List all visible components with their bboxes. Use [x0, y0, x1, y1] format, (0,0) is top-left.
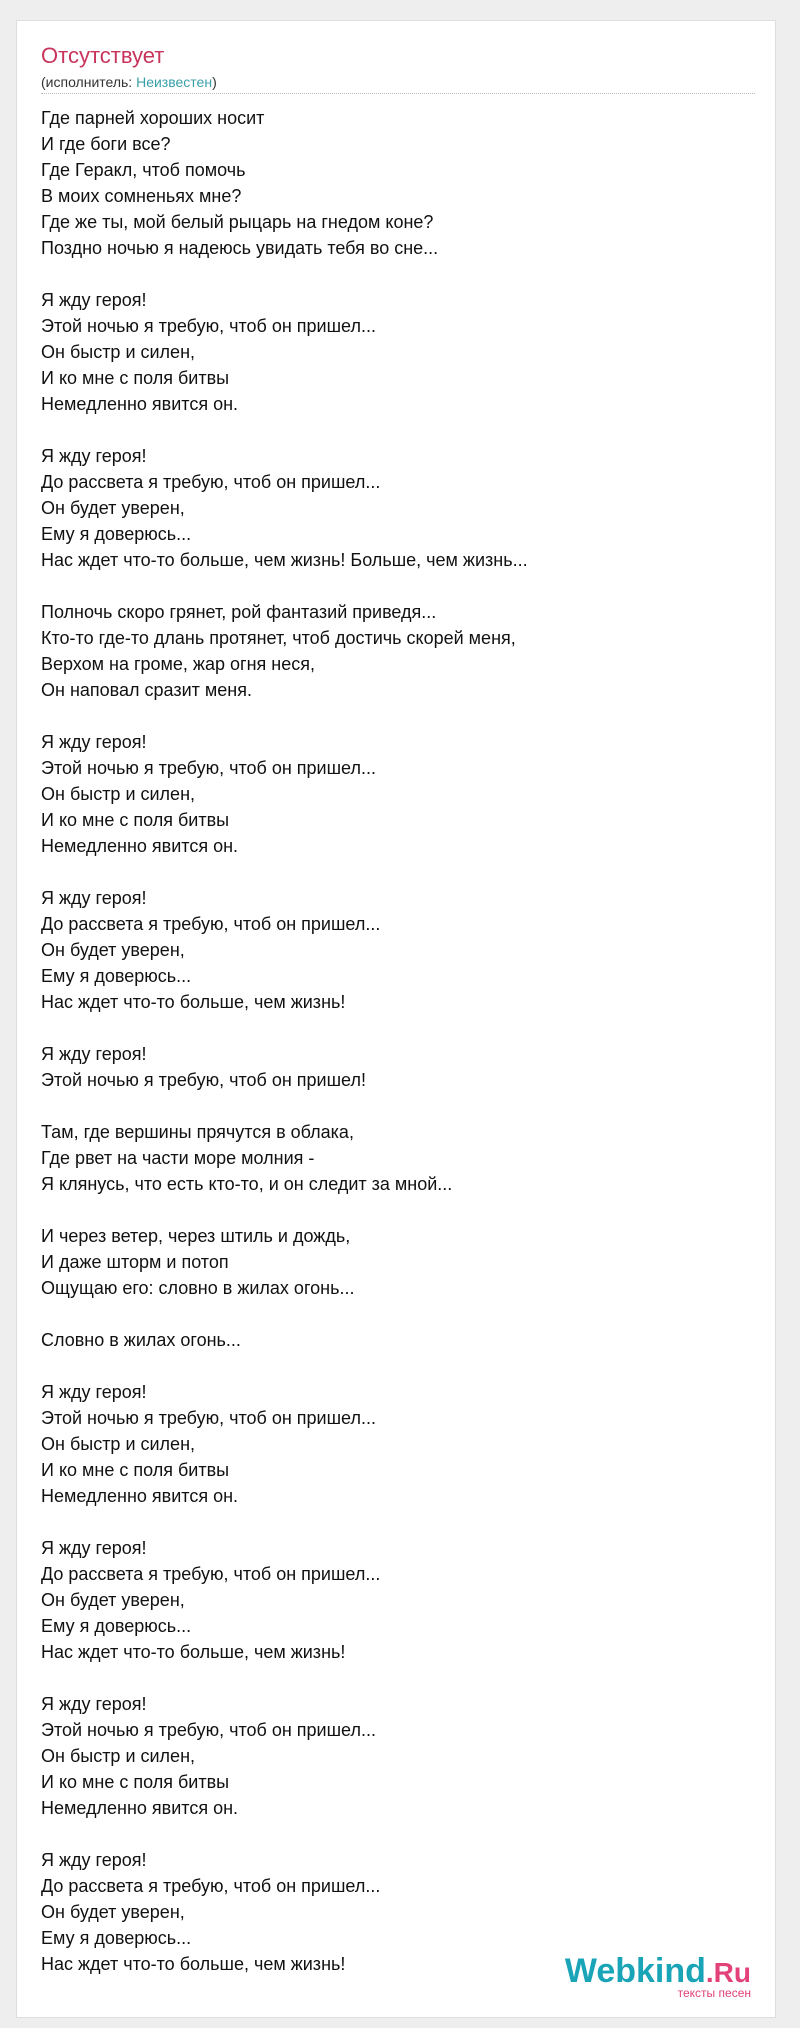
lyric-line: Нас ждет что-то больше, чем жизнь!: [41, 1642, 346, 1662]
lyric-line: Нас ждет что-то больше, чем жизнь!: [41, 992, 346, 1012]
lyric-line: До рассвета я требую, чтоб он пришел...: [41, 472, 381, 492]
lyric-line: Немедленно явится он.: [41, 836, 239, 856]
lyric-line: До рассвета я требую, чтоб он пришел...: [41, 1876, 381, 1896]
lyric-line: Ему я доверюсь...: [41, 1928, 192, 1948]
lyric-line: Этой ночью я требую, чтоб он пришел...: [41, 758, 376, 778]
stanza-break: [41, 1301, 741, 1327]
lyric-line: Где рвет на части море молния -: [41, 1148, 315, 1168]
lyric-line: И ко мне с поля битвы: [41, 1772, 230, 1792]
lyric-line: Я жду героя!: [41, 1044, 147, 1064]
lyric-line: Я жду героя!: [41, 1382, 147, 1402]
lyric-line: Немедленно явится он.: [41, 1486, 239, 1506]
stanza-break: [41, 1353, 741, 1379]
lyric-line: Он будет уверен,: [41, 1902, 185, 1922]
song-title: Отсутствует: [41, 43, 165, 68]
lyric-line: Нас ждет что-то больше, чем жизнь! Больше, чем жизнь...: [41, 550, 528, 570]
logo-tagline: тексты песен: [677, 1986, 751, 2000]
lyric-line: До рассвета я требую, чтоб он пришел...: [41, 1564, 381, 1584]
lyric-line: И где боги все?: [41, 134, 171, 154]
stanza-break: [41, 417, 741, 443]
title-divider: [41, 93, 755, 94]
lyric-line: Где парней хороших носит: [41, 108, 265, 128]
lyric-line: И через ветер, через штиль и дождь,: [41, 1226, 351, 1246]
stanza-break: [41, 1665, 741, 1691]
lyric-line: В моих сомненьях мне?: [41, 186, 242, 206]
lyric-line: Ему я доверюсь...: [41, 524, 192, 544]
artist-suffix: ): [212, 74, 217, 90]
logo-main-text: Webkind: [564, 1952, 706, 1990]
lyric-line: И даже шторм и потоп: [41, 1252, 229, 1272]
lyric-line: Он будет уверен,: [41, 940, 185, 960]
lyric-line: Я жду героя!: [41, 290, 147, 310]
lyric-line: Я жду героя!: [41, 1538, 147, 1558]
lyric-line: Я жду героя!: [41, 732, 147, 752]
artist-prefix: (исполнитель:: [41, 74, 137, 90]
lyric-line: Я жду героя!: [41, 446, 147, 466]
lyric-line: Этой ночью я требую, чтоб он пришел...: [41, 1408, 376, 1428]
lyric-line: Ему я доверюсь...: [41, 1616, 192, 1636]
lyric-line: И ко мне с поля битвы: [41, 810, 230, 830]
lyric-line: И ко мне с поля битвы: [41, 368, 230, 388]
lyric-line: Поздно ночью я надеюсь увидать тебя во сне...: [41, 238, 439, 258]
lyrics-card: [16, 20, 776, 2018]
lyric-line: Нас ждет что-то больше, чем жизнь!: [41, 1954, 346, 1974]
lyric-line: Там, где вершины прячутся в облака,: [41, 1122, 354, 1142]
lyric-line: Он будет уверен,: [41, 1590, 185, 1610]
lyric-line: Он быстр и силен,: [41, 1746, 196, 1766]
lyric-line: Словно в жилах огонь...: [41, 1330, 241, 1350]
lyrics-text: [41, 105, 741, 1977]
lyric-line: До рассвета я требую, чтоб он пришел...: [41, 914, 381, 934]
lyric-line: Я жду героя!: [41, 888, 147, 908]
lyric-line: Я жду героя!: [41, 1850, 147, 1870]
lyric-line: Ощущаю его: словно в жилах огонь...: [41, 1278, 355, 1298]
logo-tld: .Ru: [705, 1957, 751, 1988]
stanza-break: [41, 1093, 741, 1119]
lyric-line: Он быстр и силен,: [41, 784, 196, 804]
stanza-break: [41, 1821, 741, 1847]
lyric-line: Этой ночью я требую, чтоб он пришел...: [41, 316, 376, 336]
lyric-line: Верхом на громе, жар огня неся,: [41, 654, 315, 674]
stanza-break: [41, 261, 741, 287]
stanza-break: [41, 1197, 741, 1223]
lyric-line: Этой ночью я требую, чтоб он пришел...: [41, 1720, 376, 1740]
stanza-break: [41, 859, 741, 885]
lyric-line: Немедленно явится он.: [41, 394, 239, 414]
stanza-break: [41, 703, 741, 729]
artist-link[interactable]: Неизвестен: [136, 74, 213, 90]
lyric-line: Немедленно явится он.: [41, 1798, 239, 1818]
site-logo[interactable]: [565, 1953, 751, 1999]
lyric-line: Он будет уверен,: [41, 498, 185, 518]
lyric-line: Этой ночью я требую, чтоб он пришел!: [41, 1070, 366, 1090]
lyric-line: Я жду героя!: [41, 1694, 147, 1714]
lyric-line: Полночь скоро грянет, рой фантазий приведя...: [41, 602, 437, 622]
lyric-line: Я клянусь, что есть кто-то, и он следит за мной...: [41, 1174, 453, 1194]
lyric-line: И ко мне с поля битвы: [41, 1460, 230, 1480]
stanza-break: [41, 1509, 741, 1535]
lyric-line: Ему я доверюсь...: [41, 966, 192, 986]
lyric-line: Кто-то где-то длань протянет, чтоб достичь скорей меня,: [41, 628, 516, 648]
lyric-line: Где Геракл, чтоб помочь: [41, 160, 246, 180]
stanza-break: [41, 1015, 741, 1041]
lyric-line: Он наповал сразит меня.: [41, 680, 252, 700]
lyric-line: Он быстр и силен,: [41, 342, 196, 362]
stanza-break: [41, 573, 741, 599]
artist-line: [41, 73, 217, 91]
lyric-line: Он быстр и силен,: [41, 1434, 196, 1454]
lyric-line: Где же ты, мой белый рыцарь на гнедом коне?: [41, 212, 434, 232]
